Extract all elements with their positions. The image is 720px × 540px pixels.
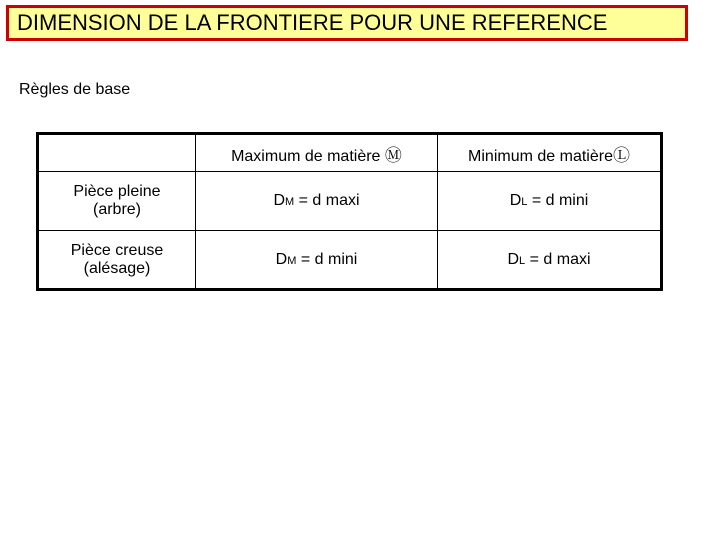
- formula-expr: = d mini: [296, 250, 358, 268]
- row-label-line2: (arbre): [92, 201, 141, 218]
- formula-expr: = d maxi: [525, 250, 591, 268]
- formula-expr: = d mini: [527, 192, 589, 209]
- slide-title: [6, 5, 688, 41]
- header-min-material: [438, 134, 662, 172]
- cell-hollow-min: [438, 231, 662, 290]
- cell-solid-min: [438, 172, 662, 231]
- row-label-hollow-part: [38, 231, 196, 290]
- formula-sub: L: [519, 254, 526, 267]
- row-label-line1: Pièce creuse: [70, 241, 164, 259]
- formula-var: D: [275, 250, 288, 268]
- subtitle: Règles de base: [19, 81, 131, 98]
- header-max-label: Maximum de matière: [231, 147, 381, 165]
- formula-var: D: [507, 250, 520, 268]
- cell-hollow-max: [196, 231, 438, 290]
- min-material-symbol-icon: Ⓛ: [612, 145, 630, 165]
- formula-sub: M: [285, 196, 295, 208]
- max-material-symbol-icon: Ⓜ: [384, 145, 402, 165]
- row-label-solid-part: [38, 172, 196, 231]
- rules-table: [36, 132, 663, 291]
- formula-var: D: [273, 192, 286, 209]
- row-label-line2: (alésage): [83, 259, 151, 277]
- cell-solid-max: [196, 172, 438, 231]
- table-header-row: [38, 134, 662, 172]
- formula-sub: M: [287, 254, 297, 267]
- header-empty-cell: [38, 134, 196, 172]
- slide-title-text: DIMENSION DE LA FRONTIERE POUR UNE REFERENCE: [17, 10, 608, 35]
- formula-var: D: [509, 192, 522, 209]
- row-label-line1: Pièce pleine: [73, 183, 161, 200]
- formula-sub: L: [521, 196, 528, 208]
- formula-expr: = d maxi: [294, 192, 360, 209]
- table-row: [38, 231, 662, 290]
- header-max-material: [196, 134, 438, 172]
- table-row: [38, 172, 662, 231]
- header-min-label: Minimum de matière: [468, 147, 613, 165]
